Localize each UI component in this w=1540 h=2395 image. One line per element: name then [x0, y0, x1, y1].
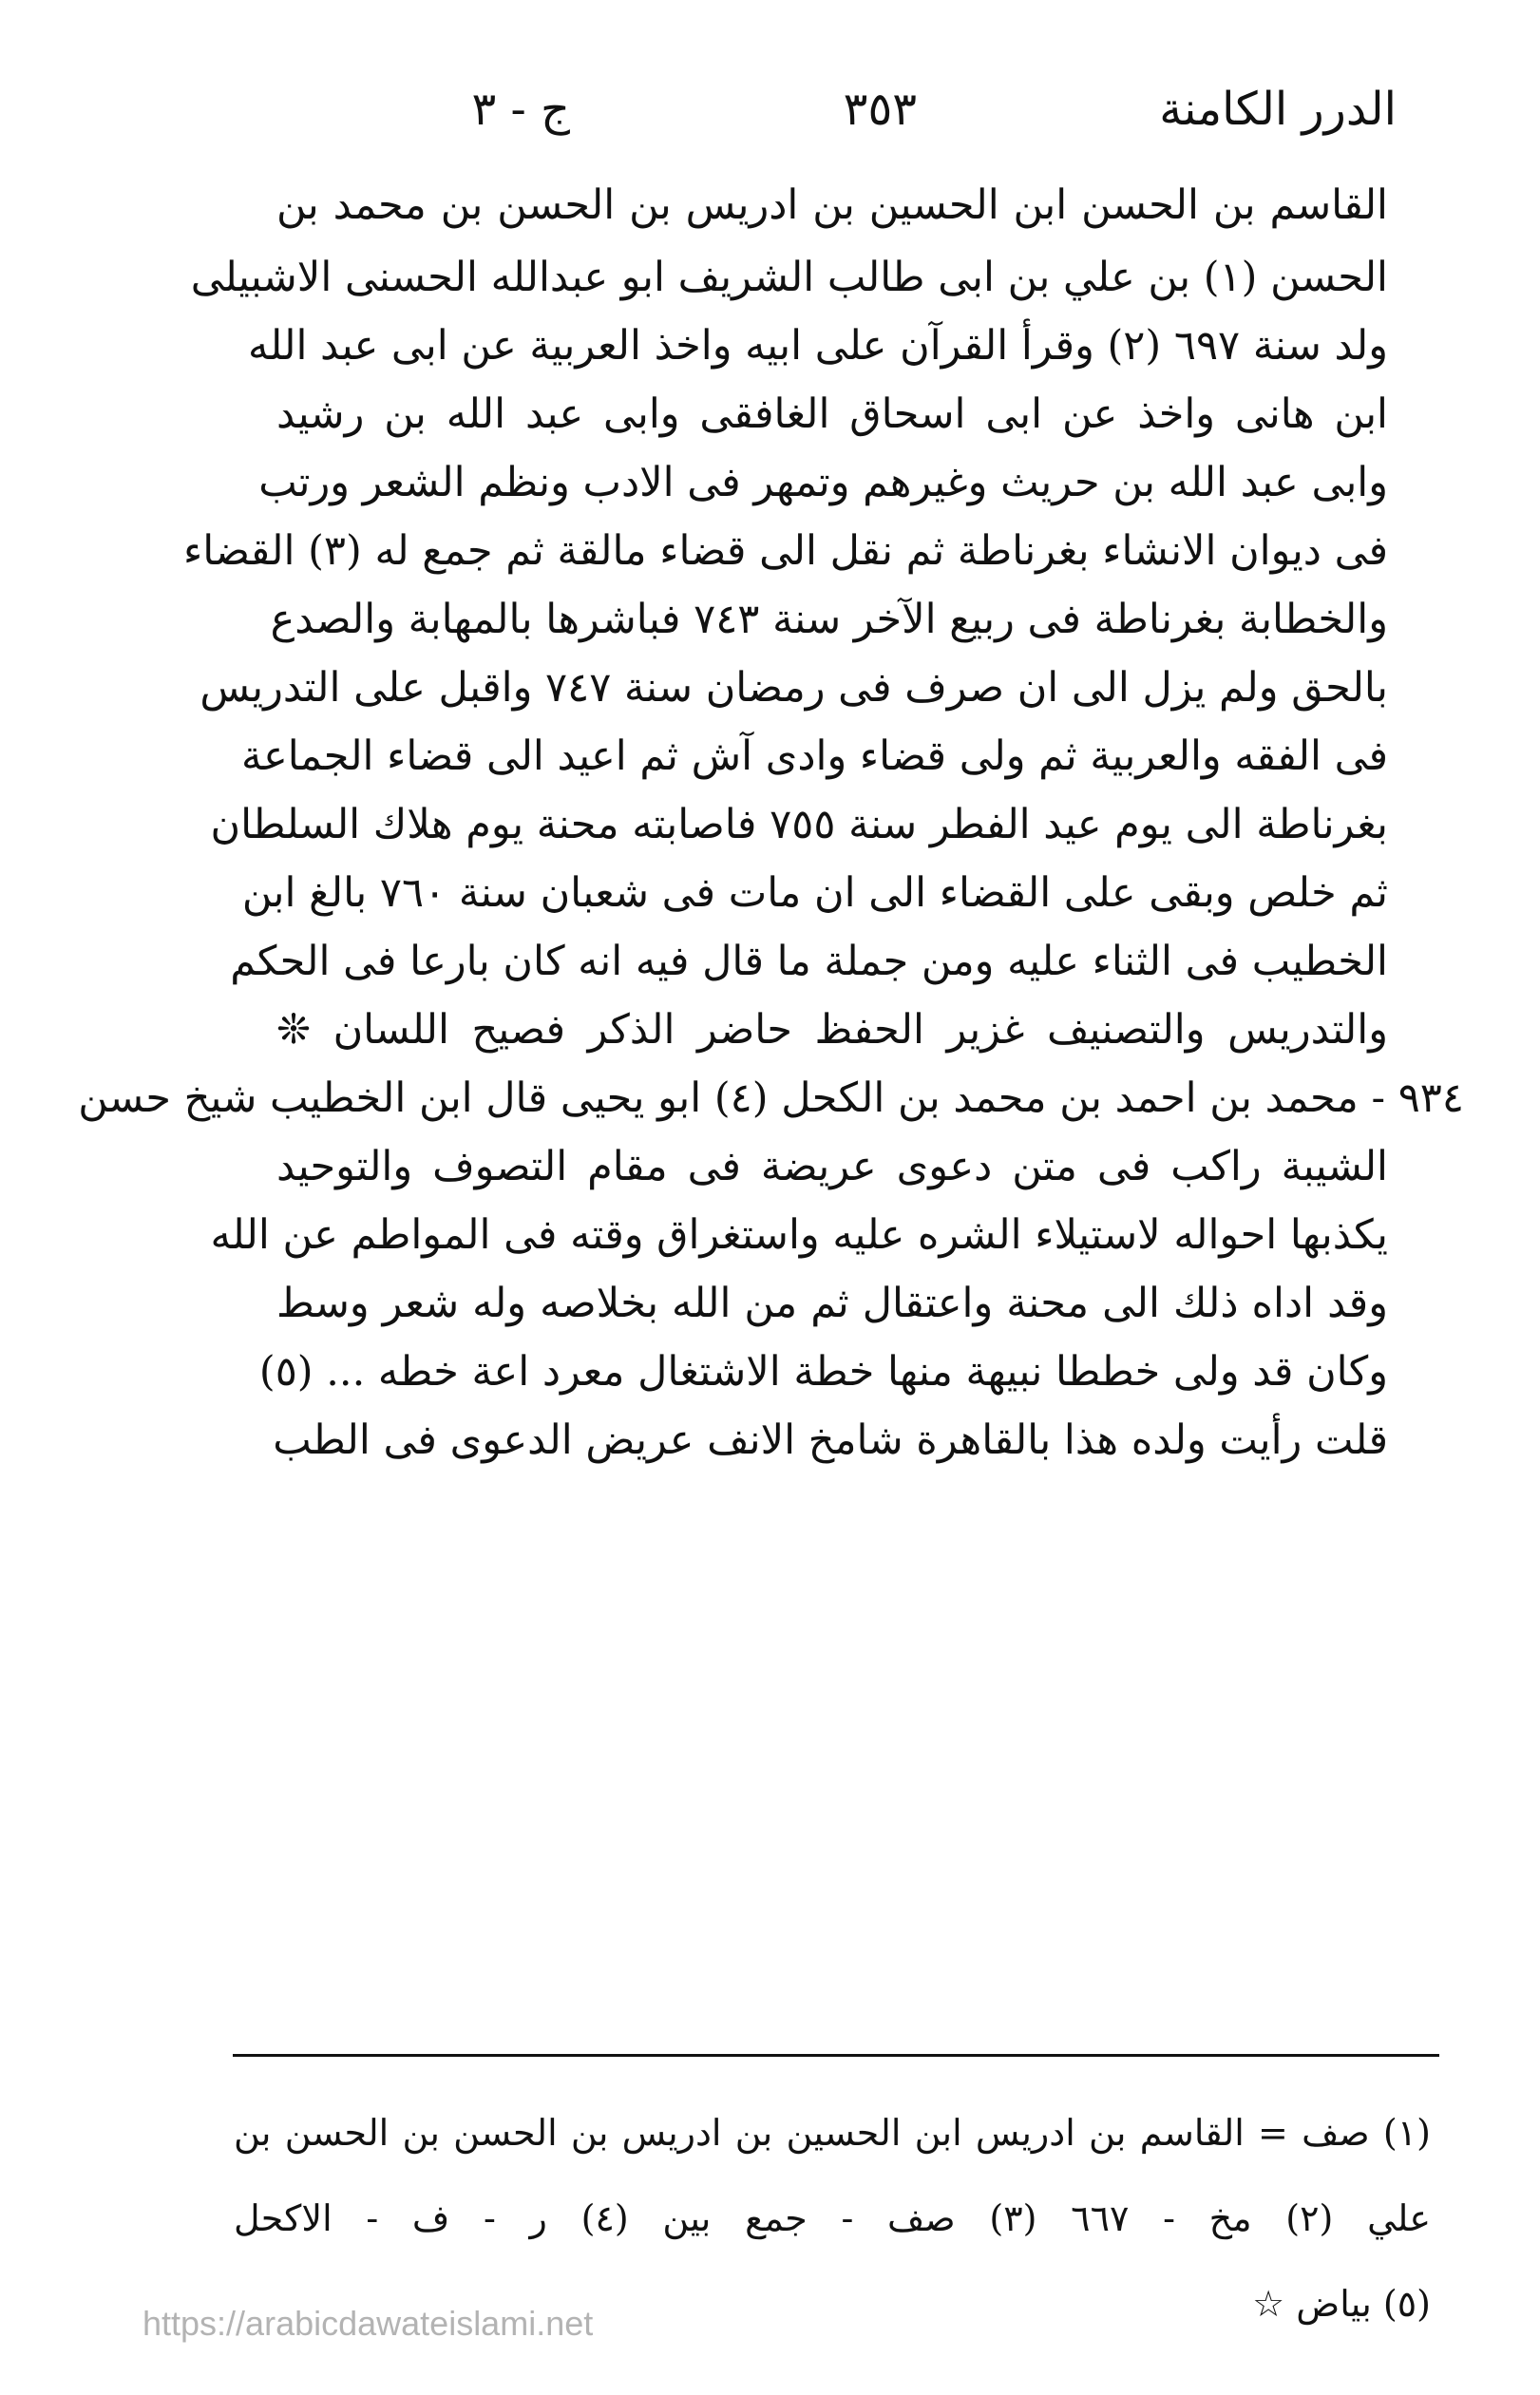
text-line: قلت رأيت ولده هذا بالقاهرة شامخ الانف عريض الدعوى فى الطب	[273, 1416, 1388, 1464]
text-line: والخطابة بغرناطة فى ربيع الآخر سنة ٧٤٣ فباشرها بالمهابة والصدع	[270, 596, 1388, 643]
text-line: الخطيب فى الثناء عليه ومن جملة ما قال فيه انه كان بارعا فى الحكم	[230, 938, 1388, 985]
text-line: بغرناطة الى يوم عيد الفطر سنة ٧٥٥ فاصابته محنة يوم هلاك السلطان	[210, 801, 1388, 848]
text-line: وابى عبد الله بن حريث وغيرهم وتمهر فى الادب ونظم الشعر ورتب	[258, 459, 1388, 506]
text-line: وقد اداه ذلك الى محنة واعتقال ثم من الله بخلاصه وله شعر وسط	[276, 1280, 1388, 1327]
watermark-url: https://arabicdawateislami.net	[143, 2304, 594, 2343]
text-line: الشيبة راكب فى متن دعوى عريضة فى مقام التصوف والتوحيد	[276, 1143, 1388, 1190]
text-line: ولد سنة ٦٩٧ (٢) وقرأ القرآن على ابيه واخذ العربية عن ابى عبد الله	[248, 322, 1388, 370]
text-line: بالحق ولم يزل الى ان صرف فى رمضان سنة ٧٤٧ واقبل على التدريس	[200, 664, 1388, 712]
text-line: والتدريس والتصنيف غزير الحفظ حاضر الذكر فصيح اللسان ❊	[276, 1006, 1388, 1054]
footnote-line: (٥) بياض ☆	[1252, 2283, 1431, 2325]
text-line: الحسن (١) بن علي بن ابى طالب الشريف ابو عبدالله الحسنى الاشبيلى	[190, 254, 1388, 301]
text-line: ثم خلص وبقى على القضاء الى ان مات فى شعبان سنة ٧٦٠ بالغ ابن	[241, 869, 1388, 917]
text-line: يكذبها احواله لاستيلاء الشره عليه واستغراق وقته فى المواطم عن الله	[210, 1211, 1388, 1259]
text-line: فى الفقه والعربية ثم ولى قضاء وادى آش ثم اعيد الى قضاء الجماعة	[241, 732, 1388, 780]
footnote-line: علي (٢) مخ - ٦٦٧ (٣) صف - جمع بين (٤) ر - ف - الاكحل	[234, 2197, 1431, 2239]
text-line: القاسم بن الحسن ابن الحسين بن ادريس بن الحسن بن محمد بن	[276, 181, 1388, 229]
page-number: ٣٥٣	[843, 83, 917, 136]
text-line: ابن هانى واخذ عن ابى اسحاق الغافقى وابى عبد الله بن رشيد	[276, 390, 1388, 438]
text-line: فى ديوان الانشاء بغرناطة ثم نقل الى قضاء مالقة ثم جمع له (٣) القضاء	[183, 527, 1388, 575]
footnote-divider	[233, 2054, 1439, 2057]
running-header	[323, 76, 1397, 143]
footnote-line: (١) صف = القاسم بن ادريس ابن الحسين بن ادريس بن الحسن بن الحسن بن	[234, 2112, 1431, 2154]
volume-label: ج - ٣	[471, 83, 570, 136]
book-title: الدرر الكامنة	[1159, 83, 1397, 136]
entry-heading-line: ٩٣٤ - محمد بن احمد بن محمد بن الكحل (٤) ابو يحيى قال ابن الخطيب شيخ حسن	[78, 1074, 1464, 1122]
text-line: وكان قد ولى خططا نبيهة منها خطة الاشتغال معرد اعة خطه ... (٥)	[258, 1348, 1388, 1396]
main-text	[78, 171, 1464, 1474]
